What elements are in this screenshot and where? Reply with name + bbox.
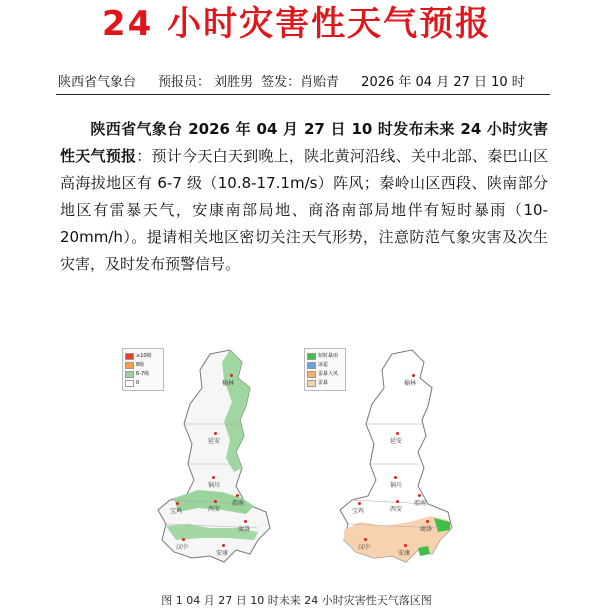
wind-map bbox=[118, 340, 278, 572]
forecast-text: ：预计今天白天到晚上，陕北黄河沿线、关中北部、秦巴山区高海拔地区有 6-7 级（10.8-17.1m/s）阵风；秦岭山区西段、陕南部分地区有雷暴天气，安康南部局地、商洛南部局地伴有短时暴雨（10-20mm/h）。提请相关地区密切关注天气形势，注意防范气象灾害及次生灾害，及时发布预警信号。 bbox=[60, 147, 548, 273]
city-label: 西安 bbox=[208, 506, 221, 513]
city-marker bbox=[214, 432, 217, 435]
city-label: 宝鸡 bbox=[352, 508, 365, 515]
city-label: 汉中 bbox=[358, 544, 371, 551]
city-label: 榆林 bbox=[222, 380, 235, 387]
legend-swatch bbox=[307, 380, 316, 387]
legend-swatch bbox=[125, 353, 134, 360]
legend-swatch bbox=[307, 371, 316, 378]
city-marker bbox=[176, 502, 179, 505]
forecast-meta bbox=[58, 74, 550, 92]
legend-label: 8级 bbox=[136, 362, 145, 368]
legend-swatch bbox=[125, 380, 134, 387]
city-marker bbox=[222, 544, 225, 547]
city-label: 安康 bbox=[398, 550, 411, 557]
city-marker bbox=[404, 544, 407, 547]
wind-legend bbox=[122, 348, 164, 391]
city-marker bbox=[212, 476, 215, 479]
issue-datetime: 2026 年 04 月 27 日 10 时 bbox=[361, 75, 525, 90]
legend-swatch bbox=[307, 362, 316, 369]
city-label: 延安 bbox=[208, 438, 221, 445]
city-label: 宝鸡 bbox=[170, 508, 183, 515]
city-marker bbox=[396, 500, 399, 503]
city-label: 西安 bbox=[390, 506, 403, 513]
agency-name: 陕西省气象台 bbox=[58, 75, 137, 90]
header-divider bbox=[56, 94, 550, 95]
legend-label: 0 bbox=[136, 380, 140, 386]
page-title: 24 小时灾害性天气预报 bbox=[101, 4, 492, 44]
forecaster: 预报员： 刘胜男 bbox=[158, 75, 254, 90]
city-marker bbox=[214, 500, 217, 503]
figure-caption: 图 1 04 月 27 日 10 时未来 24 小时灾害性天气落区图 bbox=[161, 594, 432, 607]
city-label: 商洛 bbox=[238, 526, 251, 533]
legend-label: 雷暴大风 bbox=[318, 371, 339, 377]
legend-label: 冰雹 bbox=[318, 362, 329, 368]
legend-label: 6-7级 bbox=[136, 371, 150, 377]
storm-legend bbox=[304, 348, 346, 391]
city-marker bbox=[396, 432, 399, 435]
city-label: 安康 bbox=[216, 550, 229, 557]
city-marker bbox=[426, 520, 429, 523]
legend-swatch bbox=[307, 353, 316, 360]
forecast-lead: 陕西省气象台 2026 年 04 月 27 日 10 时发布未来 24 小时灾害性天气预报 bbox=[60, 120, 548, 165]
city-label: 商洛 bbox=[420, 526, 433, 533]
legend-label: ≥10级 bbox=[136, 353, 152, 359]
city-marker bbox=[244, 520, 247, 523]
legend-label: 短时暴雨 bbox=[318, 353, 339, 359]
city-marker bbox=[358, 502, 361, 505]
signer: 签发：肖贻青 bbox=[261, 75, 340, 90]
city-marker bbox=[364, 538, 367, 541]
city-label: 铜川 bbox=[390, 482, 403, 489]
city-marker bbox=[412, 374, 415, 377]
city-label: 汉中 bbox=[176, 544, 189, 551]
legend-swatch bbox=[125, 371, 134, 378]
storm-map bbox=[300, 340, 460, 572]
city-label: 延安 bbox=[390, 438, 403, 445]
city-marker bbox=[236, 494, 239, 497]
city-label: 渭南 bbox=[414, 500, 427, 507]
legend-swatch bbox=[125, 362, 134, 369]
city-marker bbox=[230, 374, 233, 377]
forecast-maps bbox=[118, 340, 458, 580]
forecast-paragraph bbox=[60, 116, 548, 278]
city-label: 渭南 bbox=[232, 500, 245, 507]
legend-label: 雷暴 bbox=[318, 380, 329, 386]
city-label: 铜川 bbox=[208, 482, 221, 489]
city-marker bbox=[418, 494, 421, 497]
city-marker bbox=[394, 476, 397, 479]
city-label: 榆林 bbox=[404, 380, 417, 387]
city-marker bbox=[182, 538, 185, 541]
